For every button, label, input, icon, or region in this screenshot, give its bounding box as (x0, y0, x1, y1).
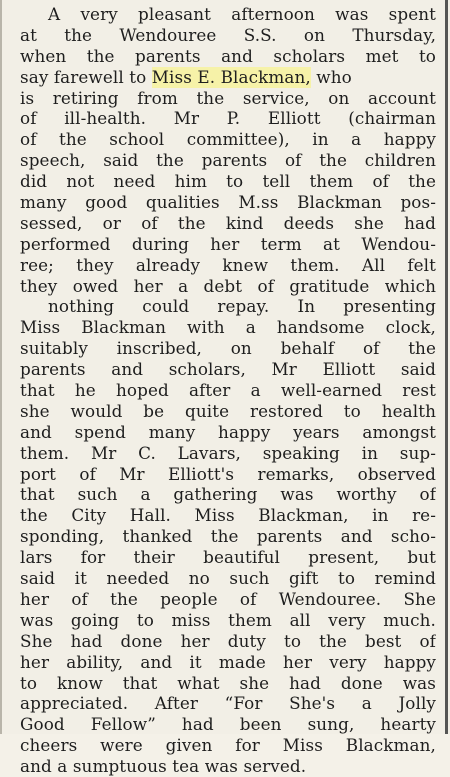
article-line: did not need him to tell them of the (20, 171, 436, 192)
article-body (20, 4, 436, 777)
article-line: her ability, and it made her very happy (20, 651, 436, 672)
article-line: cheers were given for Miss Blackman, (20, 735, 436, 756)
article-line: Miss Blackman with a handsome clock, (20, 317, 436, 338)
article-line: them. Mr C. Lavars, speaking in sup- (20, 442, 436, 463)
article-line: they owed her a debt of gratitude which (20, 275, 436, 296)
article-line: was going to miss them all very much. (20, 609, 436, 630)
article-line: sessed, or of the kind deeds she had (20, 212, 436, 233)
article-line: performed during her term at Wendou- (20, 233, 436, 254)
article-line: she would be quite restored to health (20, 400, 436, 421)
article-line-highlight (20, 67, 436, 88)
column-rule (445, 0, 448, 734)
article-line: suitably inscribed, on behalf of the (20, 338, 436, 359)
article-line: parents and scholars, Mr Elliott said (20, 359, 436, 380)
article-line: and spend many happy years amongst (20, 421, 436, 442)
article-line: speech, said the parents of the children (20, 150, 436, 171)
article-line: is retiring from the service, on account (20, 87, 436, 108)
article-line: A very pleasant afternoon was spent (48, 4, 436, 24)
article-line: that such a gathering was worthy of (20, 484, 436, 505)
article-line: that he hoped after a well-earned rest (20, 380, 436, 401)
article-line: at the Wendouree S.S. on Thursday, (20, 24, 436, 45)
article-line: lars for their beautiful present, but (20, 547, 436, 568)
article-line: the City Hall. Miss Blackman, in re- (20, 505, 436, 526)
article-line: of the school committee), in a happy (20, 129, 436, 150)
article-line: when the parents and scholars met to (20, 45, 436, 66)
article-line: Good Fellow” had been sung, hearty (20, 714, 436, 735)
article-line-end: who (310, 66, 352, 87)
article-line-start: say farewell to (20, 66, 152, 87)
article-line-last: and a sumptuous tea was served. (20, 756, 307, 777)
article-line: many good qualities M.ss Blackman pos- (20, 192, 436, 213)
article-line: She had done her duty to the best of (20, 630, 436, 651)
left-edge (0, 0, 2, 734)
article-line: ree; they already knew them. All felt (20, 254, 436, 275)
article-line: her of the people of Wendouree. She (20, 588, 436, 609)
article-line: appreciated. After “For She's a Jolly (20, 693, 436, 714)
article-line: nothing could repay. In presenting (48, 296, 436, 317)
article-line: sponding, thanked the parents and scho- (20, 526, 436, 547)
article-line: to know that what she had done was (20, 672, 436, 693)
article-line: of ill-health. Mr P. Elliott (chairman (20, 108, 436, 129)
highlighted-name: Miss E. Blackman, (151, 66, 311, 87)
article-line: port of Mr Elliott's remarks, observed (20, 463, 436, 484)
article-line: said it needed no such gift to remind (20, 568, 436, 589)
